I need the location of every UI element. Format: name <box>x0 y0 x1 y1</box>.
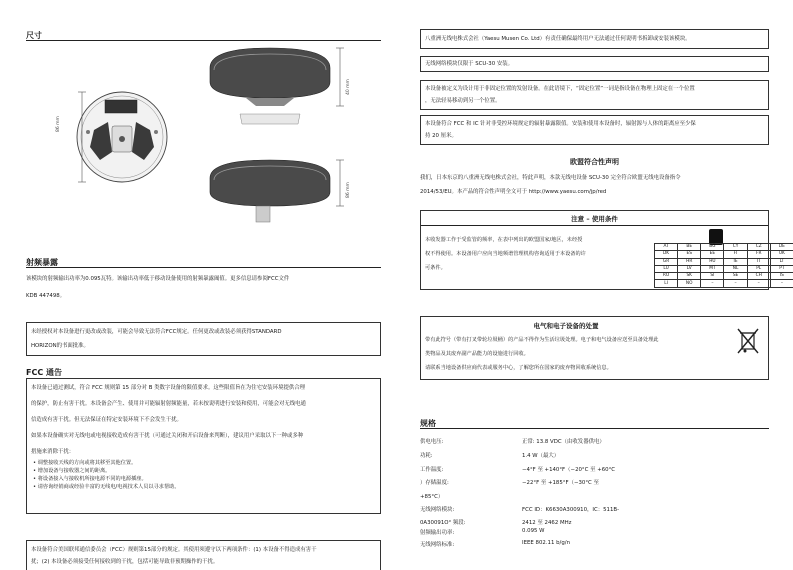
country-code: SK <box>678 273 701 280</box>
country-code: IS <box>770 273 793 280</box>
spec-value: FCC ID：K6630A300910，IC：511B- <box>522 505 619 513</box>
dimension-drawing <box>60 42 360 232</box>
country-code: LT <box>770 258 793 265</box>
eu-line-1: 我们，日本东京的八重洲无线电株式会社，特此声明，本款无线电设备 SCU-30 完全符合欧盟无线电设备指令 <box>420 173 681 184</box>
country-code: PT <box>770 265 793 272</box>
side-view-mounted <box>210 160 344 222</box>
fcc-bullet-2: • 增加设备与接收器之间的距离。 <box>33 467 110 475</box>
spec-value: IEEE 802.11 b/g/n <box>522 540 570 546</box>
country-code: MT <box>701 265 724 272</box>
fcc15-line-2: 扰；(2) 本设备必须接受任何接收到的干扰，包括可能导致非预期操作的干扰。 <box>31 557 218 568</box>
dim-label-width: 86 mm <box>56 116 61 132</box>
country-code: SE <box>724 273 747 280</box>
crossed-bin-icon <box>736 327 760 355</box>
spec-value: 0.095 W <box>522 528 544 534</box>
fixed-line-1: 本设备被定义为设计用于非固定位置的发射设备。在此语境下，“固定位置”一词是指设备在物理上固定在一个位置 <box>425 84 695 95</box>
fcc-line-3: 信造成有害干扰。但无法保证在特定安装环境下不会发生干扰。 <box>31 415 182 426</box>
fcc-part15-box <box>26 540 381 570</box>
weee-line-3: 请联系当地设备供应商代表或服务中心，了解您所在国家的废弃物回收系统信息。 <box>425 363 612 374</box>
country-code: ES <box>678 251 701 258</box>
country-code: PL <box>747 265 770 272</box>
caution-line-3: 可条件。 <box>425 263 446 274</box>
spec-label: ）存储温度: <box>420 478 449 486</box>
scu30-box <box>420 56 769 72</box>
country-code: LI <box>655 280 678 287</box>
spec-label: 射频输出功率: <box>420 528 454 536</box>
fixed-location-box <box>420 80 769 110</box>
country-code: EE <box>701 251 724 258</box>
spec-label: 功耗: <box>420 451 433 459</box>
yaesu-disclaimer-box <box>420 29 769 49</box>
fcc-notice-box <box>26 378 381 514</box>
yaesu-disclaimer: 八重洲无线电株式会社（Yaesu Musen Co. Ltd）有责任确保最终用户无法通过任何说明书拆卸或安装该模块。 <box>425 34 691 45</box>
standard-line-2: HORIZON的书面批准。 <box>31 341 89 352</box>
fcc-line-1: 本设备已通过测试，符合 FCC 规则第 15 部分对 B 类数字设备的限值要求。这些限值旨在为住宅安装环境提供合理 <box>31 383 305 394</box>
spec-value: 1.4 W（最大） <box>522 451 559 459</box>
country-grid-row <box>655 258 793 265</box>
country-grid <box>654 243 793 288</box>
fcc15-line-1: 本设备符合美国联邦通信委员会（FCC）规则第15部分的规定。其使用须遵守以下两项条件：(1) 本设备不得造成有害干 <box>31 545 317 556</box>
dimensions-title: 尺寸 <box>26 30 42 41</box>
country-code: IE <box>724 258 747 265</box>
spec-label: 无线网络标准: <box>420 540 454 548</box>
fcc-bullet-4: • 请咨询经销商或经验丰富的无线电/电视技术人员以寻求帮助。 <box>33 483 180 491</box>
country-grid-row <box>655 244 793 251</box>
caution-box <box>420 210 769 290</box>
fcc-ic-line-1: 本设备符合 FCC 和 IC 针对非受控环境规定的辐射暴露限值。安装和使用本设备时，辐射源与人体的距离应至少保 <box>425 119 696 130</box>
country-code: CH <box>747 273 770 280</box>
fcc-ic-line-2: 持 20 厘米。 <box>425 131 457 142</box>
country-code: CZ <box>747 244 770 251</box>
standard-horizon-box <box>26 322 381 356</box>
country-code: IT <box>747 258 770 265</box>
country-grid-row <box>655 273 793 280</box>
scu30-line: 无线网络模块仅限于 SCU-30 安装。 <box>425 59 513 70</box>
country-code: FR <box>747 251 770 258</box>
caution-line-1: 本收发器工作于受监管的频率，在表中列出的欧盟国家/地区，未经授 <box>425 235 582 246</box>
caution-title: 注意 – 使用条件 <box>421 214 768 223</box>
country-code: – <box>724 280 747 287</box>
specs-rule <box>420 428 769 429</box>
spec-value: 正常: 13.8 VDC（由收发器供电） <box>522 437 605 445</box>
spec-value: −22°F 至 +185°F（−30°C 至 <box>522 478 599 486</box>
fcc-ic-box <box>420 115 769 145</box>
spec-label: +85°C） <box>420 492 443 500</box>
country-code: HU <box>701 258 724 265</box>
fcc-bullet-3: • 将设备接入与接收机所接电源不同的电源插座。 <box>33 475 147 483</box>
country-code: NO <box>678 280 701 287</box>
country-code: UK <box>770 251 793 258</box>
country-code: AT <box>655 244 678 251</box>
fixed-line-2: ，无法轻易移动到另一个位置。 <box>425 96 500 107</box>
spec-label: 0A30091O° 频段: <box>420 518 466 526</box>
dim-label-bottom: 86 mm <box>346 182 351 198</box>
eu-conformity-title: 欧盟符合性声明 <box>420 157 769 167</box>
country-code: – <box>770 280 793 287</box>
weee-line-2: 类物品及其废弃副产品能力的设施进行回收。 <box>425 349 529 360</box>
spec-value: 2412 至 2462 MHz <box>522 518 572 526</box>
country-code: CY <box>724 244 747 251</box>
country-code: LV <box>678 265 701 272</box>
dimensions-rule <box>26 40 381 41</box>
country-code: BE <box>678 244 701 251</box>
dim-label-height: 40 mm <box>346 79 351 95</box>
weee-box <box>420 316 769 380</box>
spec-label: 工作温度: <box>420 465 443 473</box>
fcc-line-2: 的保护，防止有害干扰。本设备会产生、使用并可能辐射射频能量，若未按说明进行安装和使用，可能会对无线电通 <box>31 399 306 410</box>
caution-rule <box>421 225 768 226</box>
country-code: NL <box>724 265 747 272</box>
fcc-line-4: 如果本设备确实对无线电或电视接收造成有害干扰（可通过关闭和开启设备来判断），建议用户采取以下一种或多种 <box>31 431 303 442</box>
rf-exposure-line-2: KDB 447498。 <box>26 291 65 302</box>
country-code: HR <box>678 258 701 265</box>
country-code: – <box>701 280 724 287</box>
bottom-view <box>77 92 167 182</box>
standard-line-1: 未经授权对本设备进行更改或改装，可能会导致无法符合FCC规定。任何更改或改装必须获得STANDARD <box>31 327 282 338</box>
country-code: – <box>747 280 770 287</box>
eu-line-2: 2014/53/EU。本产品的符合性声明全文可于 http://www.yaesu.com/jp/red <box>420 187 606 198</box>
fcc-notice-title: FCC 通告 <box>26 367 62 378</box>
weee-title: 电气和电子设备的处置 <box>421 321 711 330</box>
side-view <box>210 48 344 124</box>
spec-value: −4°F 至 +140°F（−20°C 至 +60°C <box>522 465 615 473</box>
weee-line-1: 带有此符号（带有打叉带轮垃圾桶）的产品不得作为生活垃圾处理。电子和电气设备应送至具备处理此 <box>425 335 658 346</box>
country-grid-row <box>655 251 793 258</box>
spec-label: 供电电压: <box>420 437 443 445</box>
specs-title: 规格 <box>420 418 436 429</box>
country-code: DE <box>770 244 793 251</box>
country-code: RO <box>655 273 678 280</box>
country-code: BG <box>701 244 724 251</box>
country-code: SI <box>701 273 724 280</box>
rf-exposure-title: 射频暴露 <box>26 257 58 268</box>
country-code: LU <box>655 265 678 272</box>
spec-label: 无线网络模块: <box>420 505 454 513</box>
rf-exposure-rule <box>26 267 381 268</box>
country-code: DK <box>655 251 678 258</box>
fcc-bullet-1: • 调整接收天线的方向或将其移至其他位置。 <box>33 459 136 467</box>
country-code: FI <box>724 251 747 258</box>
country-code: GR <box>655 258 678 265</box>
country-grid-row <box>655 280 793 287</box>
country-grid-row <box>655 265 793 272</box>
caution-line-2: 权不得使用。本设备用户应向当地频谱管理机构咨询适用于本设备的许 <box>425 249 586 260</box>
rf-exposure-line-1: 该模块的射频输出功率为0.095瓦特。该输出功率低于移动设备使用的射频暴露阈值。更多信息请参阅FCC文件 <box>26 274 289 285</box>
fcc-line-5: 措施来消除干扰： <box>31 447 74 458</box>
